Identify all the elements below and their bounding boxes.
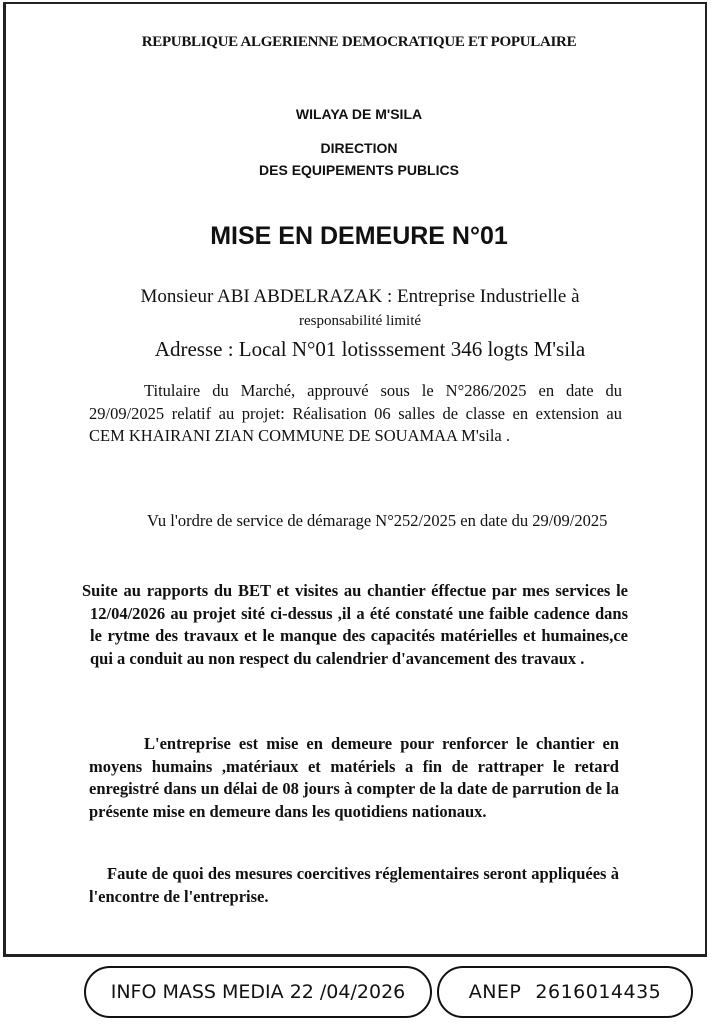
- direction-line-2: DES EQUIPEMENTS PUBLICS: [259, 162, 459, 178]
- paragraph-findings: Suite au rapports du BET et visites au chantier éffectue par mes services le 12/04/2026 au projet sité ci-dessus ,il a été constaté une faible cadence dans le rytme des travaux et le manque des capacités matérielles et humaines,ce qui a conduit au non respect du calendrier d'avancement des travaux .: [82, 581, 628, 668]
- republic-header: REPUBLIQUE ALGERIENNE DEMOCRATIQUE ET POPULAIRE: [141, 34, 577, 50]
- direction-header: [0, 137, 718, 181]
- address-line: Adresse : Local N°01 lotisssement 346 logts M'sila: [154, 337, 586, 361]
- footer-anep-badge: [437, 966, 693, 1018]
- addressee-line-1: Monsieur ABI ABDELRAZAK : Entreprise Industrielle à: [140, 286, 580, 307]
- paragraph-demand: L'entreprise est mise en demeure pour renforcer le chantier en moyens humains ,matériaux et matériels a fin de rattraper le retard enregistré dans un délai de 08 jours à compter de la date de parrution de la présente mise en demeure dans les quotidiens nationaux.: [89, 734, 619, 821]
- footer-source-text: INFO MASS MEDIA 22 /04/2026: [110, 981, 406, 1003]
- footer-source-badge: [84, 966, 432, 1018]
- paragraph-contract: Titulaire du Marché, approuvé sous le N°286/2025 en date du 29/09/2025 relatif au projet: Réalisation 06 salles de classe en extension au CEM KHAIRANI ZIAN COMMUNE DE SOUAMAA M'sila .: [89, 381, 622, 445]
- direction-line-1: DIRECTION: [320, 140, 398, 156]
- paragraph-service-order: Vu l'ordre de service de démarage N°252/2025 en date du 29/09/2025: [147, 511, 608, 530]
- wilaya-header: WILAYA DE M'SILA: [295, 106, 423, 122]
- addressee-block: [80, 285, 640, 333]
- paragraph-sanctions: Faute de quoi des mesures coercitives réglementaires seront appliquées à l'encontre de l'entreprise.: [89, 864, 619, 906]
- footer-anep-number: 2616014435: [535, 981, 662, 1003]
- notice-title: MISE EN DEMEURE N°01: [210, 222, 508, 250]
- footer-anep-label: ANEP: [468, 981, 522, 1003]
- addressee-line-2: responsabilité limité: [298, 313, 422, 329]
